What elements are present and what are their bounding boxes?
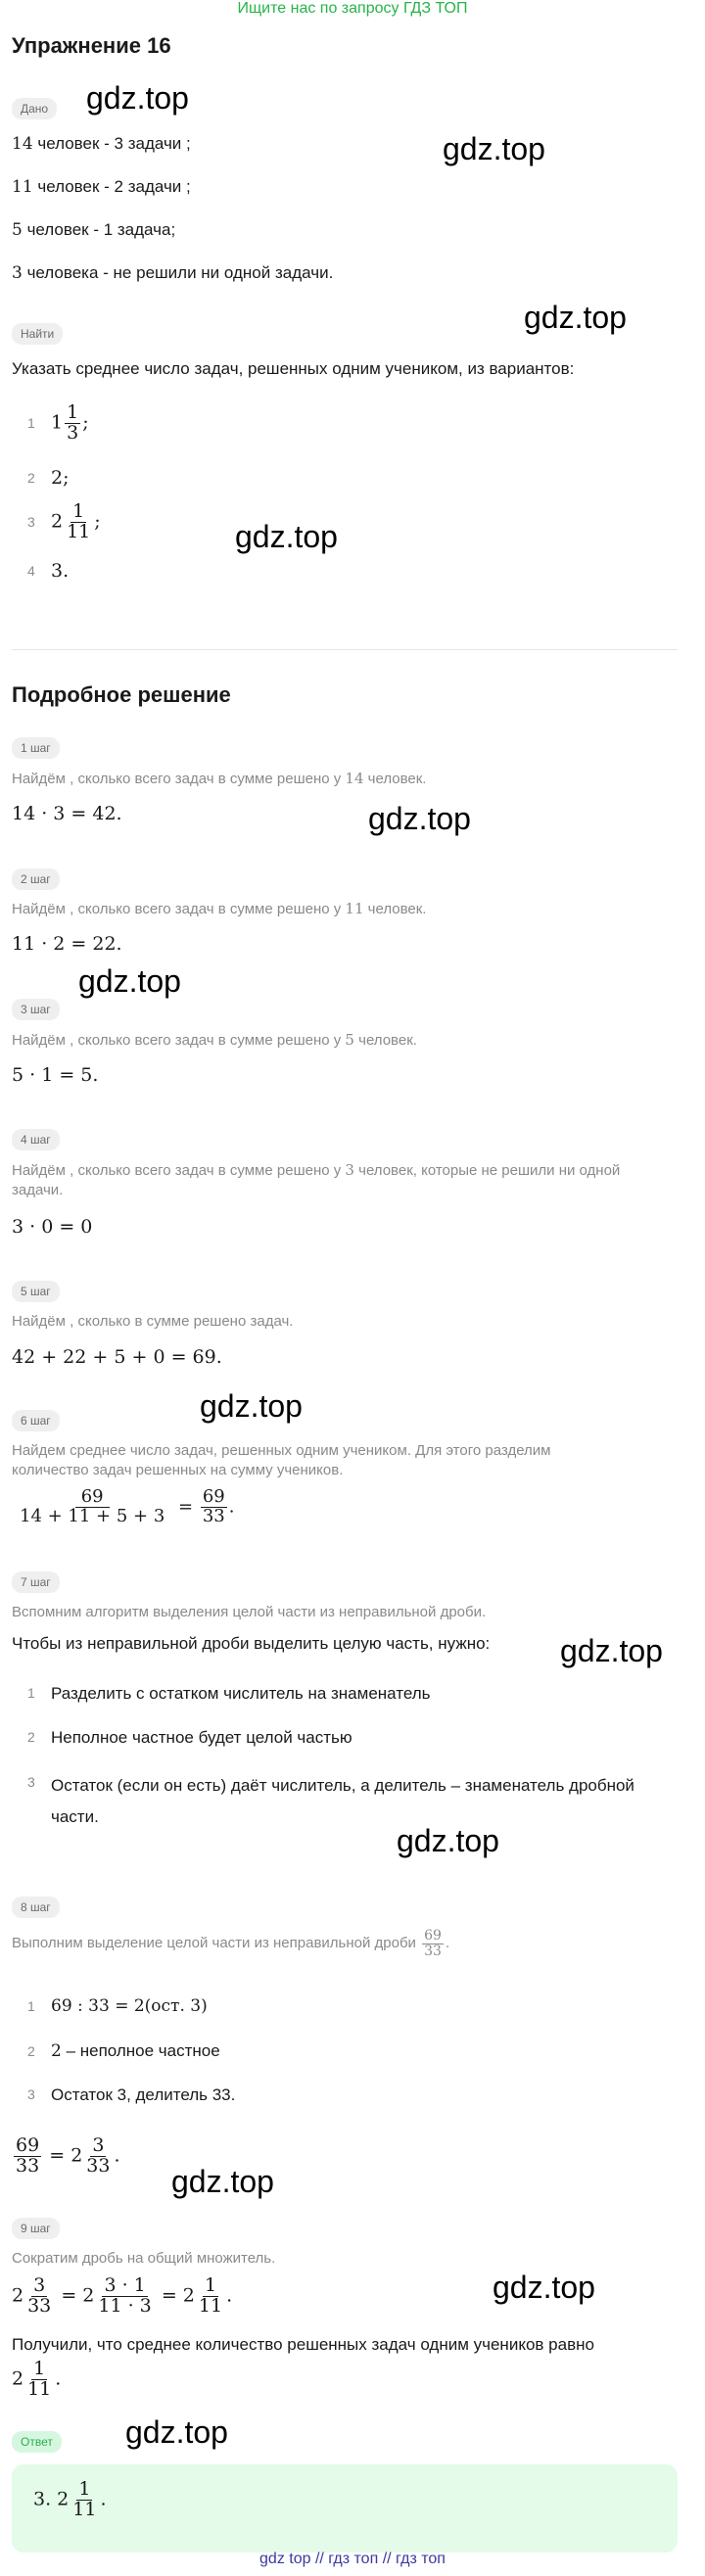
step-text: Выполним выделение целой части из неправильной дроби $\frac{69}{33}$ . — [12, 1928, 450, 1959]
divider — [12, 649, 678, 650]
step-tag: 2 шаг — [12, 868, 60, 890]
watermark: gdz.top — [86, 80, 189, 116]
step-tag: 4 шаг — [12, 1129, 60, 1150]
step-equation: 14 · 3 = 42. — [12, 803, 122, 824]
step-equation: 11 · 2 = 22. — [12, 933, 122, 955]
given-line: 11 человек - 2 задачи ; — [12, 177, 191, 197]
option-item: 1 1 $\frac{1}{3}$ ; — [27, 401, 89, 444]
division-item: 2 2 – неполное частное — [27, 2041, 220, 2061]
watermark: gdz.top — [171, 2164, 274, 2199]
step-tag: 6 шаг — [12, 1410, 60, 1431]
watermark: gdz.top — [200, 1388, 303, 1424]
division-item: 3 Остаток 3, делитель 33. — [27, 2085, 236, 2104]
step-text: Найдём , сколько в сумме решено задач. — [12, 1313, 294, 1330]
watermark: gdz.top — [397, 1823, 499, 1858]
step-tag: 5 шаг — [12, 1281, 60, 1302]
step-text: Найдем среднее число задач, решенных одним учеником. Для этого разделим количество задач решенных на сумму учеников. — [12, 1442, 551, 1479]
watermark: gdz.top — [524, 300, 627, 335]
division-item: 1 69 : 33 = 2(ост. 3) — [27, 1996, 208, 2016]
algorithm-item: 2 Неполное частное будет целой частью — [27, 1728, 352, 1747]
option-item: 2 2; — [27, 467, 70, 489]
step-text: Найдём , сколько всего задач в сумме решено у 3 человек, которые не решили ни одной задачи. — [12, 1161, 621, 1199]
given-line: 3 человека - не решили ни одной задачи. — [12, 263, 334, 283]
watermark: gdz.top — [443, 131, 545, 166]
find-text: Указать среднее число задач, решенных одним учеником, из вариантов: — [12, 359, 575, 378]
watermark: gdz.top — [235, 519, 338, 554]
step-equation: 3 · 0 = 0 — [12, 1216, 93, 1238]
option-item: 3 2 $\frac{1}{11}$ ; — [27, 500, 101, 542]
find-tag: Найти — [12, 323, 63, 345]
page-title: Упражнение 16 — [12, 33, 171, 58]
answer-tag: Ответ — [12, 2431, 62, 2453]
step-text: Сократим дробь на общий множитель. — [12, 2250, 276, 2267]
step-text: Вспомним алгоритм выделения целой части из неправильной дроби. — [12, 1604, 487, 1620]
given-line: 14 человек - 3 задачи ; — [12, 134, 191, 154]
step-equation: 5 · 1 = 5. — [12, 1064, 99, 1086]
watermark: gdz.top — [78, 963, 181, 999]
step-equation: $\frac{69}{33}$ = 2 $\frac{3}{33}$ . — [16, 2134, 120, 2177]
answer-value: 3. 2 $\frac{1}{11}$ . — [33, 2478, 107, 2520]
watermark: gdz.top — [560, 1633, 663, 1668]
conclusion-text: Получили, что среднее количество решенных задач одним учеников равно — [12, 2335, 594, 2354]
step-text: Найдём , сколько всего задач в сумме решено у 11 человек. — [12, 900, 427, 917]
solution-title: Подробное решение — [12, 682, 231, 707]
step-tag: 9 шаг — [12, 2218, 60, 2239]
algorithm-item: 1 Разделить с остатком числитель на знаменатель — [27, 1684, 431, 1703]
watermark: gdz.top — [368, 801, 471, 836]
watermark: gdz.top — [493, 2270, 595, 2305]
step-tag: 3 шаг — [12, 999, 60, 1020]
answer-box — [12, 2464, 678, 2553]
step-intro: Чтобы из неправильной дроби выделить целую часть, нужно: — [12, 1634, 491, 1653]
step-tag: 1 шаг — [12, 737, 60, 759]
step-equation: $\frac{69}{14 + 11 + 5 + 3}$ = $\frac{69}{33}$ . — [20, 1486, 235, 1526]
step-tag: 8 шаг — [12, 1897, 60, 1918]
watermark: gdz.top — [125, 2414, 228, 2450]
option-item: 4 3. — [27, 560, 70, 582]
step-equation: 42 + 22 + 5 + 0 = 69. — [12, 1346, 222, 1368]
footer-links[interactable]: gdz top // гдз топ // гдз топ — [259, 2551, 446, 2567]
step-tag: 7 шаг — [12, 1571, 60, 1593]
top-banner[interactable]: Ищите нас по запросу ГДЗ ТОП — [237, 0, 468, 17]
given-line: 5 человек - 1 задача; — [12, 220, 176, 240]
step-equation: 2 $\frac{3}{33}$ = 2 $\frac{3 \cdot 1}{11 \cdot 3}$ = 2 $\frac{1}{11}$ . — [12, 2274, 233, 2317]
step-text: Найдём , сколько всего задач в сумме решено у 14 человек. — [12, 770, 427, 787]
conclusion-value: 2 $\frac{1}{11}$ . — [12, 2358, 62, 2400]
given-tag: Дано — [12, 98, 57, 119]
algorithm-item: 3 Остаток (если он есть) даёт числитель, а делитель – знаменатель дробной части. — [27, 1774, 634, 1827]
step-text: Найдём , сколько всего задач в сумме решено у 5 человек. — [12, 1031, 417, 1049]
